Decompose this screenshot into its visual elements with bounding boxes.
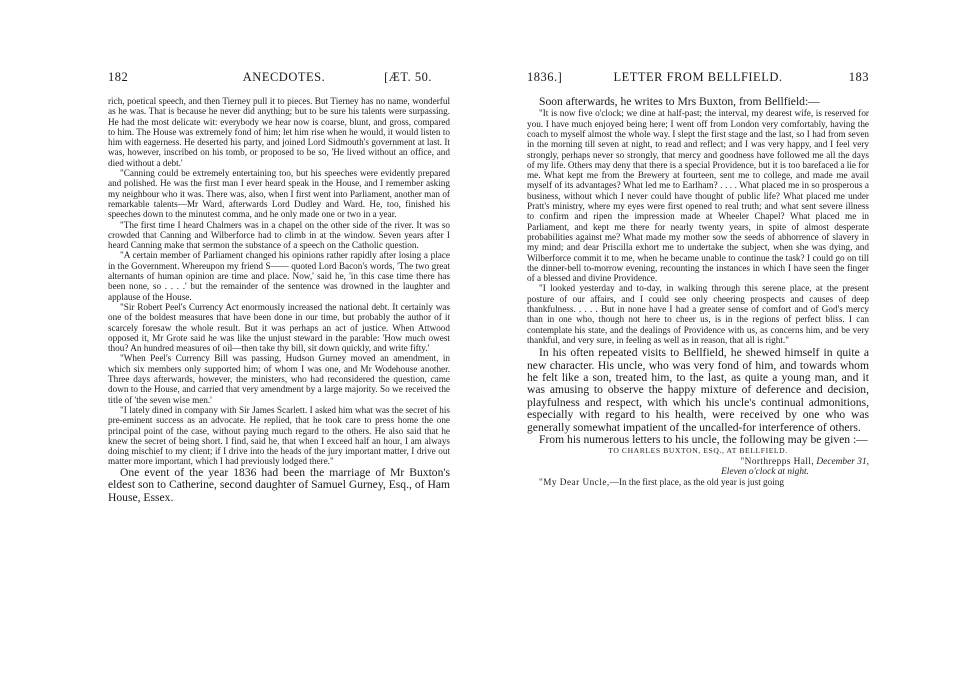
paragraph: "A certain member of Parliament changed his opinions rather rapidly after losing a place in the Government. Whereupon my friend S—— quoted Lord Bacon's words, 'The two great alternants of human opinion are time and place. Now,' said he, 'in this case time there has been none, so . . . .' but the remainder of the sentence was drowned in the laughter and applause of the House.: [108, 250, 450, 302]
right-page: [527, 0, 869, 685]
narrative-paragraph: In his often repeated visits to Bellfield, he shewed himself in quite a new character. His uncle, who was very fond of him, and towards whom he felt like a son, treated him, to the last, as quite a young man, and it was amusing to observe the happy mixture of deference and decision, playfulness and respect, with which his uncle's continual admonitions, especially with regard to his health, were received by one who was generally somewhat impatient of the uncalled-for interference of others.: [527, 346, 869, 434]
page-number-left: 182: [108, 70, 129, 84]
right-body-text: [527, 96, 869, 488]
page-number-right: 183: [848, 70, 869, 84]
dateline-place: "Northrepps Hall,: [740, 456, 815, 467]
letter-heading: TO CHARLES BUXTON, ESQ., AT BELLFIELD.: [608, 446, 788, 456]
dateline: [527, 457, 869, 467]
dateline-time: Eleven o'clock at night.: [721, 467, 809, 478]
letter-intro: Soon afterwards, he writes to Mrs Buxton, from Bellfield:—: [539, 95, 820, 108]
running-head-left: [108, 70, 450, 86]
salutation: "My Dear Uncle,: [539, 477, 610, 488]
paragraph-large: One event of the year 1836 had been the marriage of Mr Buxton's eldest son to Catherine, second daughter of Samuel Gurney, Esq., of Ham House, Essex.: [108, 465, 450, 504]
running-head-right: [527, 70, 869, 86]
running-title-right: LETTER FROM BELLFIELD.: [613, 70, 783, 84]
paragraph: "When Peel's Currency Bill was passing, Hudson Gurney moved an amendment, in which six members only supported him; of whom I was one, and Mr Wodehouse another. Three days afterwards, however, the ministers, who had reconsidered the question, came down to the House, and carried that very amendment by a large majority. So we received the title of 'the seven wise men.': [108, 353, 450, 405]
letter-paragraph: "I looked yesterday and to-day, in walking through this serene place, at the present posture of our affairs, and I could see only cheering prospects and causes of deep thankfulness. . . . . But in none have I had a greater sense of comfort and of God's mercy than in one who, though not here to cheer us, is in the regions of perfect bliss. I can contemplate his state, and the dealings of Providence with us, as concerns him, and be very thankful, and very sure, in feeling as well as in reason, that all is right.": [527, 283, 869, 345]
letter-paragraph: "It is now five o'clock; we dine at half-past; the interval, my dearest wife, is reserved for you. I have much enjoyed being here; I went off from London very comfortably, having the coach to myself almost the whole way. I slept the first stage and the last, so I had from seven in the morning till seven at night, to read and reflect; and I was very happy, and I feel very strongly, perhaps never so strongly, that mercy and goodness have followed me all the days of my life. Others may deny that there is a special Providence, but it is too barefaced a lie for me. What kept me from the Brewery at fourteen, sent me to college, and made me avail myself of its advantages? What led me to Earlham? . . . . What placed me in so prosperous a business, without which I never could have thought of public life? What placed me under Pratt's ministry, where my eyes were first opened to real truth; and what sent severe illness to confirm and ripen the impression made at Wheeler Chapel? What placed me in Parliament, and kept me there for nearly twenty years, in spite of almost desperate probabilities against me? What made my mother sow the seeds of abhorrence of slavery in my mind; and dear Priscilla exhort me to undertake the subject, when she was dying, and Wilberforce commit it to me, when he became unable to continue the task? I could go on till the dinner-bell to-morrow evening, recounting the instances in which I have seen the finger of a blessed and divine Providence.: [527, 108, 869, 284]
narrative-paragraph: From his numerous letters to his uncle, the following may be given :—: [539, 433, 868, 447]
paragraph: "The first time I heard Chalmers was in a chapel on the other side of the river. It was so crowded that Canning and Wilberforce had to climb in at the window. Seven years after I heard Canning make that sermon the substance of a speech on the Catholic question.: [108, 219, 450, 251]
running-title-left: ANECDOTES.: [242, 70, 326, 84]
paragraph: rich, poetical speech, and then Tierney pull it to pieces. But Tierney has no name, wonderful as he was. That is because he never did anything; but to be sure his talents were surpassing. He had the most delicate wit: everybody we hear now is coarse, blunt, and gross, compared to him. The House was extremely fond of him; let him rise when he would, it would listen to him with eagerness. He deserted his party, and joined Lord Sidmouth's government at last. It was, however, inscribed on his tomb, or proposed to be so, 'He lived without an office, and died without a debt.': [108, 96, 450, 168]
salutation-line: [527, 477, 869, 487]
paragraph: "Sir Robert Peel's Currency Act enormously increased the national debt. It certainly was one of the boldest measures that have been done in our time, but probably the author of it scarcely foresaw the whole result. But it was perhaps an act of justice. When Attwood opposed it, Mr Grote said he was like the unjust steward in the parable: 'How much owest thou? An hundred measures of oil—then take thy bill, sit down quickly, and write fifty.': [108, 301, 450, 354]
dateline-date: December 31,: [816, 456, 869, 467]
age-note: [ÆT. 50.: [384, 70, 432, 84]
paragraph: "I lately dined in company with Sir James Scarlett. I asked him what was the secret of his pre-eminent success as an advocate. He replied, that he took care to press home the one principal point of the case, without paying much regard to the others. He also said that he knew the secret of being short. I find, said he, that when I exceed half an hour, I am always doing mischief to my client; if I drive into the heads of the jury important matter, I drive out matter more important, which I had previously lodged there.": [108, 404, 450, 467]
left-page: [108, 0, 450, 685]
left-body-text: [108, 96, 450, 504]
year-note: 1836.]: [527, 70, 563, 84]
paragraph: "Canning could be extremely entertaining too, but his speeches were evidently prepared and polished. He was the first man I ever heard speak in the House, and I remember asking my neighbour who it was. There was, also, when I first went into Parliament, another man of remarkable talents—Mr Ward, afterwards Lord Dudley and Ward. He, too, finished his speeches down to the minutest comma, and he only made one or two in a year.: [108, 168, 450, 220]
letter-opening: —In the first place, as the old year is just going: [609, 477, 784, 488]
